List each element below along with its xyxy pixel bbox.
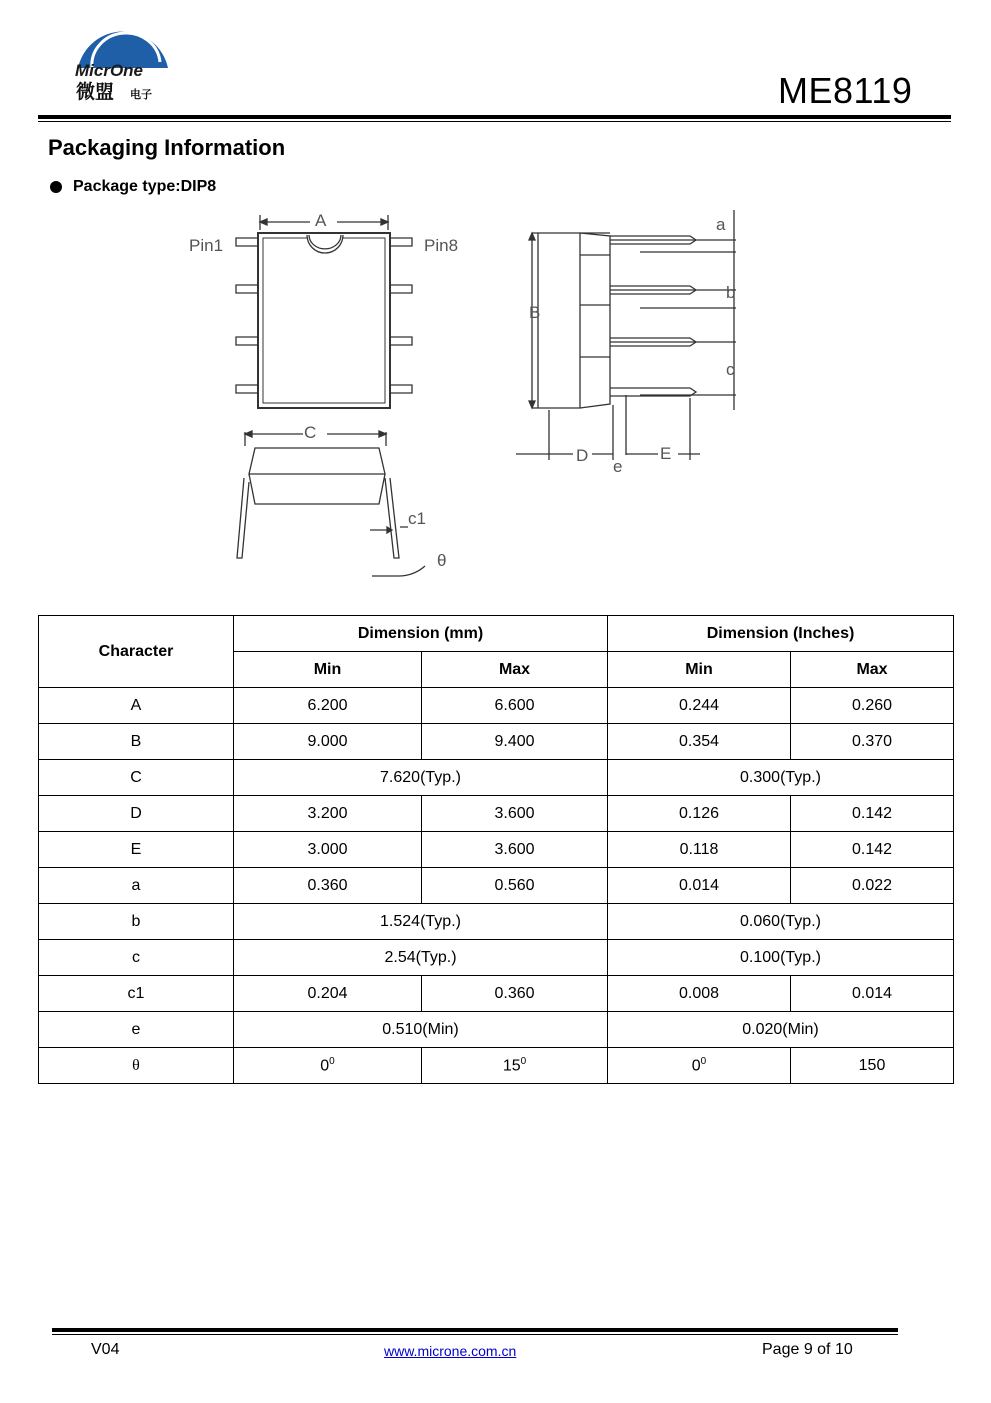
header-mm-min: Min <box>234 652 422 688</box>
document-title: ME8119 <box>778 70 913 111</box>
section-title: Packaging Information <box>48 135 286 160</box>
footer-rule-thin <box>52 1334 898 1335</box>
dimension-table <box>38 615 954 1084</box>
svg-text:微盟: 微盟 <box>76 81 115 103</box>
table-row: B 9.000 9.400 0.354 0.370 <box>39 724 954 760</box>
table-row: C 7.620(Typ.) 0.300(Typ.) <box>39 760 954 796</box>
theta-in-max: 150 <box>791 1048 954 1084</box>
svg-text:Pin8: Pin8 <box>424 236 459 255</box>
svg-text:e: e <box>613 457 623 476</box>
table-row: E 3.000 3.600 0.118 0.142 <box>39 832 954 868</box>
table-row: θ $0^0$ $15^0$ $0^0$ 150 <box>39 1048 954 1084</box>
footer-version: V04 <box>91 1341 120 1358</box>
footer-website-link[interactable]: www.microne.com.cn <box>384 1343 517 1359</box>
table-row: c 2.54(Typ.) 0.100(Typ.) <box>39 940 954 976</box>
svg-text:b: b <box>726 283 736 302</box>
footer-rule <box>52 1328 898 1332</box>
header-mm-max: Max <box>422 652 608 688</box>
svg-text:θ: θ <box>437 551 447 570</box>
svg-text:A: A <box>315 211 327 230</box>
table-row: A 6.200 6.600 0.244 0.260 <box>39 688 954 724</box>
header-dimension-mm: Dimension (mm) <box>234 616 608 652</box>
header-in-min: Min <box>608 652 791 688</box>
table-row: b 1.524(Typ.) 0.060(Typ.) <box>39 904 954 940</box>
svg-text:B: B <box>529 303 541 322</box>
theta-in-min: $0^0$ <box>608 1048 791 1084</box>
header-in-max: Max <box>791 652 954 688</box>
svg-text:Pin1: Pin1 <box>189 236 224 255</box>
table-row: D 3.200 3.600 0.126 0.142 <box>39 796 954 832</box>
svg-text:电子: 电子 <box>130 88 152 101</box>
table-row: e 0.510(Min) 0.020(Min) <box>39 1012 954 1048</box>
table-row: c1 0.204 0.360 0.008 0.014 <box>39 976 954 1012</box>
header-character: Character <box>39 616 234 688</box>
theta-mm-min: $0^0$ <box>234 1048 422 1084</box>
svg-text:c1: c1 <box>408 509 426 528</box>
footer-page-number: Page 9 of 10 <box>762 1341 853 1358</box>
table-row: a 0.360 0.560 0.014 0.022 <box>39 868 954 904</box>
svg-text:E: E <box>660 444 672 463</box>
package-drawing <box>0 0 991 600</box>
package-type-text: Package type:DIP8 <box>73 178 217 195</box>
svg-text:C: C <box>304 423 317 442</box>
svg-text:D: D <box>576 446 589 465</box>
svg-text:MicrOne: MicrOne <box>75 61 144 80</box>
svg-text:c: c <box>726 360 735 379</box>
svg-text:a: a <box>716 215 726 234</box>
theta-mm-max: $15^0$ <box>422 1048 608 1084</box>
header-dimension-inches: Dimension (Inches) <box>608 616 954 652</box>
